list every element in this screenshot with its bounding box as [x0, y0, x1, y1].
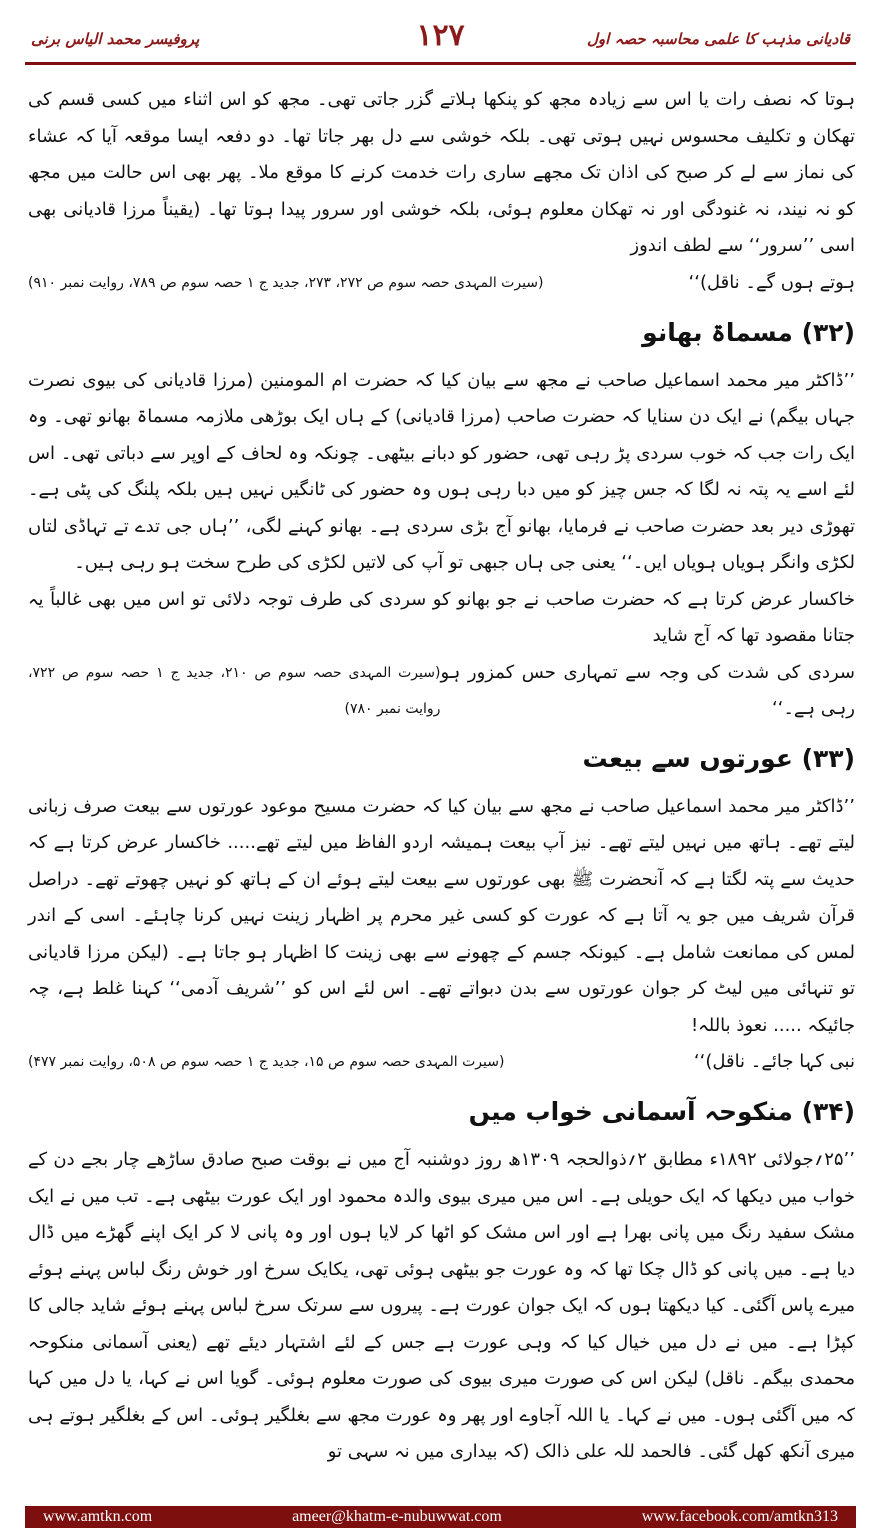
section-32-citation: (سیرت المہدی حصہ سوم ص ۲۱۰، جدید ج ۱ حصہ سوم ص ۷۲۲، روایت نمبر ۷۸۰): [28, 664, 441, 717]
intro-citation: (سیرت المہدی حصہ سوم ص ۲۷۲، ۲۷۳، جدید ج ۱ حصہ سوم ص ۷۸۹، روایت نمبر ۹۱۰): [28, 274, 544, 291]
section-33-paragraph: ’’ڈاکٹر میر محمد اسماعیل صاحب نے مجھ سے بیان کیا کہ حضرت مسیح موعود عورتوں سے بیعت صرف زبانی لیتے تھے۔ ہاتھ میں نہیں لیتے تھے۔ نیز آپ بیعت ہمیشہ اردو الفاظ میں لیتے تھے..... خاکسار عرض کرتا ہے کہ حدیث سے پتہ لگتا ہے کہ آنحضرت ﷺ بھی عورتوں سے بیعت لیتے ہوئے ان کے ہاتھ کو نہیں چھوتے تھے۔ دراصل قرآن شریف میں جو یہ آتا ہے کہ عورت کو کسی غیر محرم پر اظہار زینت نہیں کرنا چاہئے۔ اسی کے اندر لمس کی ممانعت شامل ہے۔ کیونکہ جسم کے چھونے سے بھی زینت کا اظہار ہو جاتا ہے۔ (لیکن مرزا قادیانی تو تنہائی میں لیٹ کر جوان عورتوں سے بدن دبواتے تھے۔ اس لئے اس کو ’’شریف آدمی‘‘ کہنا غلط ہے، چہ جائیکہ ..... نعوذ باللہ!: [28, 795, 855, 1036]
intro-closing-text: ہوتے ہوں گے۔ ناقل)‘‘: [688, 271, 855, 293]
intro-paragraph: ہوتا کہ نصف رات یا اس سے زیادہ مجھ کو پنکھا ہلاتے گزر جاتی تھی۔ مجھ کو اس اثناء میں کسی قسم کی تھکان و تکلیف محسوس نہیں ہوتی تھی۔ بلکہ خوشی سے دل بھر جاتا تھا۔ دو دفعہ ایسا موقعہ آیا کہ عشاء کی نماز سے لے کر صبح کی اذان تک مجھے ساری رات خدمت کرنے کا موقع ملا۔ پھر بھی اس حالت میں مجھ کو نہ نیند، نہ غنودگی اور نہ تھکان معلوم ہوئی، بلکہ خوشی اور سرور پیدا ہوتا تھا۔ (یقیناً مرزا قادیانی بھی اسی ’’سرور‘‘ سے لطف اندوز: [28, 89, 855, 256]
section-32-heading: (۳۲) مسماۃ بھانو: [642, 317, 855, 347]
header-divider: [25, 62, 856, 65]
section-32-paragraph-2: خاکسار عرض کرتا ہے کہ حضرت صاحب نے جو بھانو کو سردی کی طرف توجہ دلائی تو اس میں بھی غالباً یہ جتانا مقصود تھا کہ آج شاید: [28, 588, 855, 646]
section-32-reference-line: [28, 655, 855, 727]
page-header: [25, 14, 856, 66]
page-footer: [25, 1506, 856, 1528]
page-body: [28, 82, 855, 1471]
section-34-heading: (۳۴) منکوحہ آسمانی خواب میں: [468, 1097, 855, 1126]
footer-facebook-link[interactable]: www.facebook.com/amtkn313: [641, 1508, 838, 1525]
intro-reference-line: [28, 265, 855, 301]
section-33-citation: (سیرت المہدی حصہ سوم ص ۱۵، جدید ج ۱ حصہ سوم ص ۵۰۸، روایت نمبر ۴۷۷): [28, 1054, 505, 1070]
section-33-closing-text: نبی کہا جائے۔ ناقل)‘‘: [693, 1051, 855, 1072]
author-name: پروفیسر محمد الیاس برنی: [31, 30, 200, 48]
section-32-paragraph-1: ’’ڈاکٹر میر محمد اسماعیل صاحب نے مجھ سے بیان کیا کہ حضرت ام المومنین (مرزا قادیانی کی بیوی نصرت جہاں بیگم) نے ایک دن سنایا کہ حضرت صاحب (مرزا قادیانی) کے ہاں ایک بوڑھی ملازمہ مسماۃ بھانو تھی۔ وہ ایک رات جب کہ خوب سردی پڑ رہی تھی، حضور کو دبانے بیٹھی۔ چونکہ وہ لحاف کے اوپر سے دباتی تھی۔ اس لئے اسے یہ پتہ نہ لگا کہ جس چیز کو میں دبا رہی ہوں وہ حضور کی ٹانگیں نہیں ہیں بلکہ پلنگ کی پٹی ہے۔ تھوڑی دیر بعد حضرت صاحب نے فرمایا، بھانو آج بڑی سردی ہے۔ بھانو کہنے لگی، ’’ہاں جی تدے تے تہاڈی لتاں لکڑی وانگر ہویاں ہویاں ایں۔‘‘ یعنی جی ہاں جبھی تو آپ کی لاتیں لکڑی کی طرح سخت ہو رہی ہیں۔: [28, 369, 855, 573]
footer-website-link[interactable]: www.amtkn.com: [43, 1508, 153, 1525]
section-32-closing-text: سردی کی شدت کی وجہ سے تمہاری حس کمزور ہو رہی ہے۔‘‘: [440, 661, 855, 719]
section-34-paragraph: ’’۲۵؍جولائی ۱۸۹۲ء مطابق ۲؍ذوالحجہ ۱۳۰۹ھ روز دوشنبہ آج میں نے بوقت صبح صادق ساڑھے چار بجے دن کے خواب میں دیکھا کہ ایک حویلی ہے۔ اس میں میری بیوی والدہ محمود اور ایک عورت بیٹھی ہے۔ تب میں نے ایک مشک سفید رنگ میں پانی بھرا ہے اور اس مشک کو اٹھا کر لایا ہوں اور وہ پانی لا کر ایک اپنے گھڑے میں ڈال دیا ہے۔ میں پانی کو ڈال چکا تھا کہ وہ عورت جو بیٹھی ہوئی تھی، یکایک سرخ اور خوش رنگ لباس پہنے ہوئے میرے پاس آگئی۔ کیا دیکھتا ہوں کہ ایک جوان عورت ہے۔ پیروں سے سرتک سرخ لباس پہنے ہوئے شاید جالی کا کپڑا ہے۔ میں نے دل میں خیال کیا کہ وہی عورت ہے جس کے لئے اشتہار دیئے تھے (یعنی آسمانی منکوحہ محمدی بیگم۔ ناقل) لیکن اس کی صورت میری بیوی کی صورت معلوم ہوئی۔ گویا اس نے کہا، یا دل میں کہا کہ میں آگئی ہوں۔ میں نے کہا۔ یا اللہ آجاوے اور پھر وہ عورت مجھ سے بغلگیر ہوئی۔ اس کے بغلگیر ہوتے ہی میری آنکھ کھل گئی۔ فالحمد للہ علی ذالک (کہ بیداری میں نہ سہی تو: [28, 1149, 855, 1462]
section-33-heading: (۳۳) عورتوں سے بیعت: [582, 743, 855, 773]
footer-email-link[interactable]: ameer@khatm-e-nubuwwat.com: [292, 1508, 502, 1525]
section-33-reference-line: [28, 1044, 855, 1080]
book-title: قادیانی مذہب کا علمی محاسبہ حصہ اول: [587, 30, 850, 48]
page-number: ۱۲۷: [416, 18, 465, 53]
